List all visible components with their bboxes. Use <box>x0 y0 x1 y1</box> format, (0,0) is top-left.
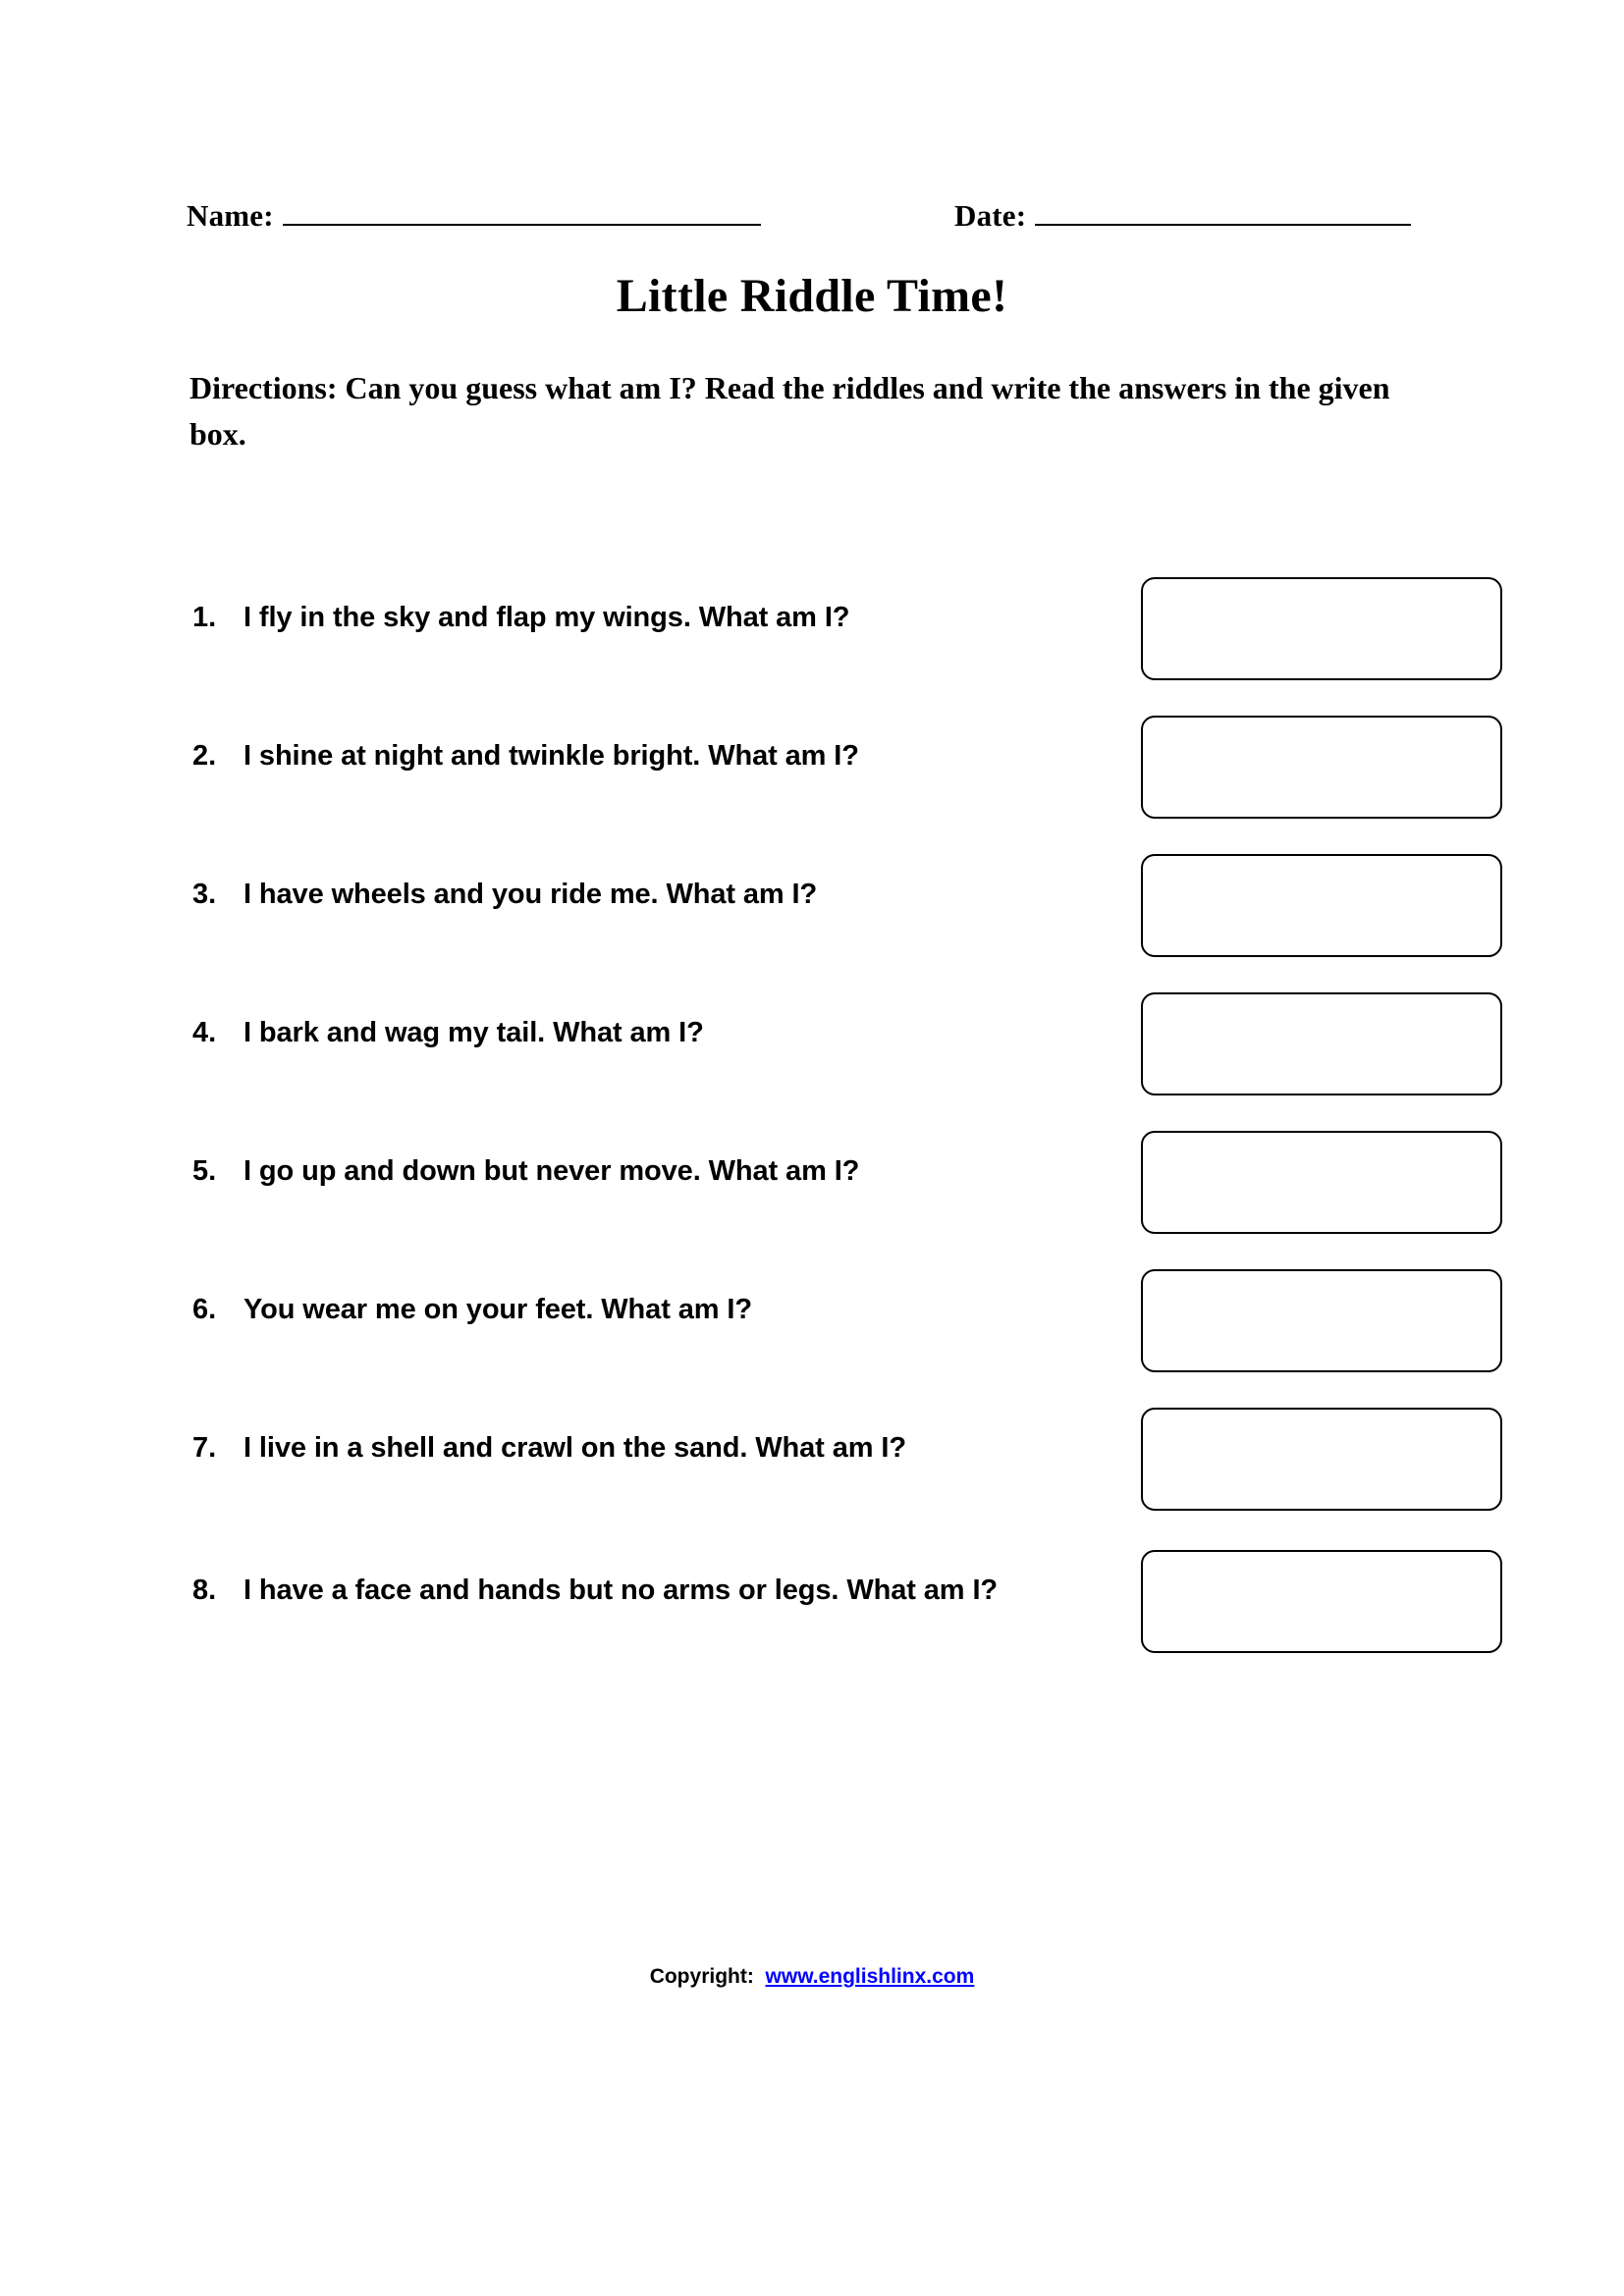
riddle-question: I go up and down but never move. What am I? <box>244 1155 860 1187</box>
answer-box[interactable] <box>1141 1408 1502 1511</box>
directions-text: Directions: Can you guess what am I? Read the riddles and write the answers in the given box. <box>189 370 1390 452</box>
date-field-group <box>954 192 1411 236</box>
name-date-row <box>0 192 1624 247</box>
answer-box[interactable] <box>1141 1550 1502 1653</box>
answer-box[interactable] <box>1141 854 1502 957</box>
page-title: Little Riddle Time! <box>616 270 1008 322</box>
footer <box>0 1963 1624 1991</box>
copyright-label: Copyright: <box>649 1965 754 1988</box>
riddle-row <box>0 1400 1624 1538</box>
riddle-row <box>0 569 1624 708</box>
riddle-question: I shine at night and twinkle bright. What am I? <box>244 740 859 772</box>
riddle-row <box>0 846 1624 985</box>
answer-box[interactable] <box>1141 577 1502 680</box>
answer-box[interactable] <box>1141 716 1502 819</box>
riddle-question: I live in a shell and crawl on the sand. What am I? <box>244 1432 906 1464</box>
riddle-text-wrap <box>192 876 817 913</box>
name-input-line[interactable] <box>283 192 761 226</box>
date-input-line[interactable] <box>1035 192 1411 226</box>
englishlinx-link[interactable]: www.englishlinx.com <box>765 1965 975 1988</box>
riddle-number: 4. <box>192 1017 217 1048</box>
riddle-number: 2. <box>192 740 217 772</box>
date-label: Date: <box>954 198 1027 233</box>
riddle-number: 5. <box>192 1155 217 1187</box>
riddle-row <box>0 708 1624 846</box>
riddle-text-wrap <box>192 1429 906 1467</box>
riddle-text-wrap <box>192 737 859 774</box>
riddle-number: 7. <box>192 1432 217 1464</box>
riddle-row <box>0 1261 1624 1400</box>
riddle-text-wrap <box>192 599 849 636</box>
riddle-text-wrap <box>192 1014 704 1051</box>
riddle-text-wrap <box>192 1291 752 1328</box>
riddle-question: I have a face and hands but no arms or legs. What am I? <box>244 1575 999 1606</box>
riddle-row <box>0 985 1624 1123</box>
riddle-text-wrap <box>192 1152 859 1190</box>
riddle-row <box>0 1538 1624 1677</box>
riddle-question: I have wheels and you ride me. What am I? <box>244 879 818 910</box>
riddle-question: I fly in the sky and flap my wings. What am I? <box>244 602 850 633</box>
riddle-list <box>0 569 1624 1677</box>
riddle-question: I bark and wag my tail. What am I? <box>244 1017 704 1048</box>
answer-box[interactable] <box>1141 1269 1502 1372</box>
riddle-number: 6. <box>192 1294 217 1325</box>
riddle-number: 1. <box>192 602 217 633</box>
riddle-question: You wear me on your feet. What am I? <box>244 1294 752 1325</box>
riddle-number: 8. <box>192 1575 217 1606</box>
riddle-text-wrap <box>192 1572 998 1609</box>
riddle-row <box>0 1123 1624 1261</box>
name-label: Name: <box>187 198 274 233</box>
riddle-number: 3. <box>192 879 217 910</box>
name-field-group <box>187 192 761 236</box>
answer-box[interactable] <box>1141 992 1502 1095</box>
answer-box[interactable] <box>1141 1131 1502 1234</box>
